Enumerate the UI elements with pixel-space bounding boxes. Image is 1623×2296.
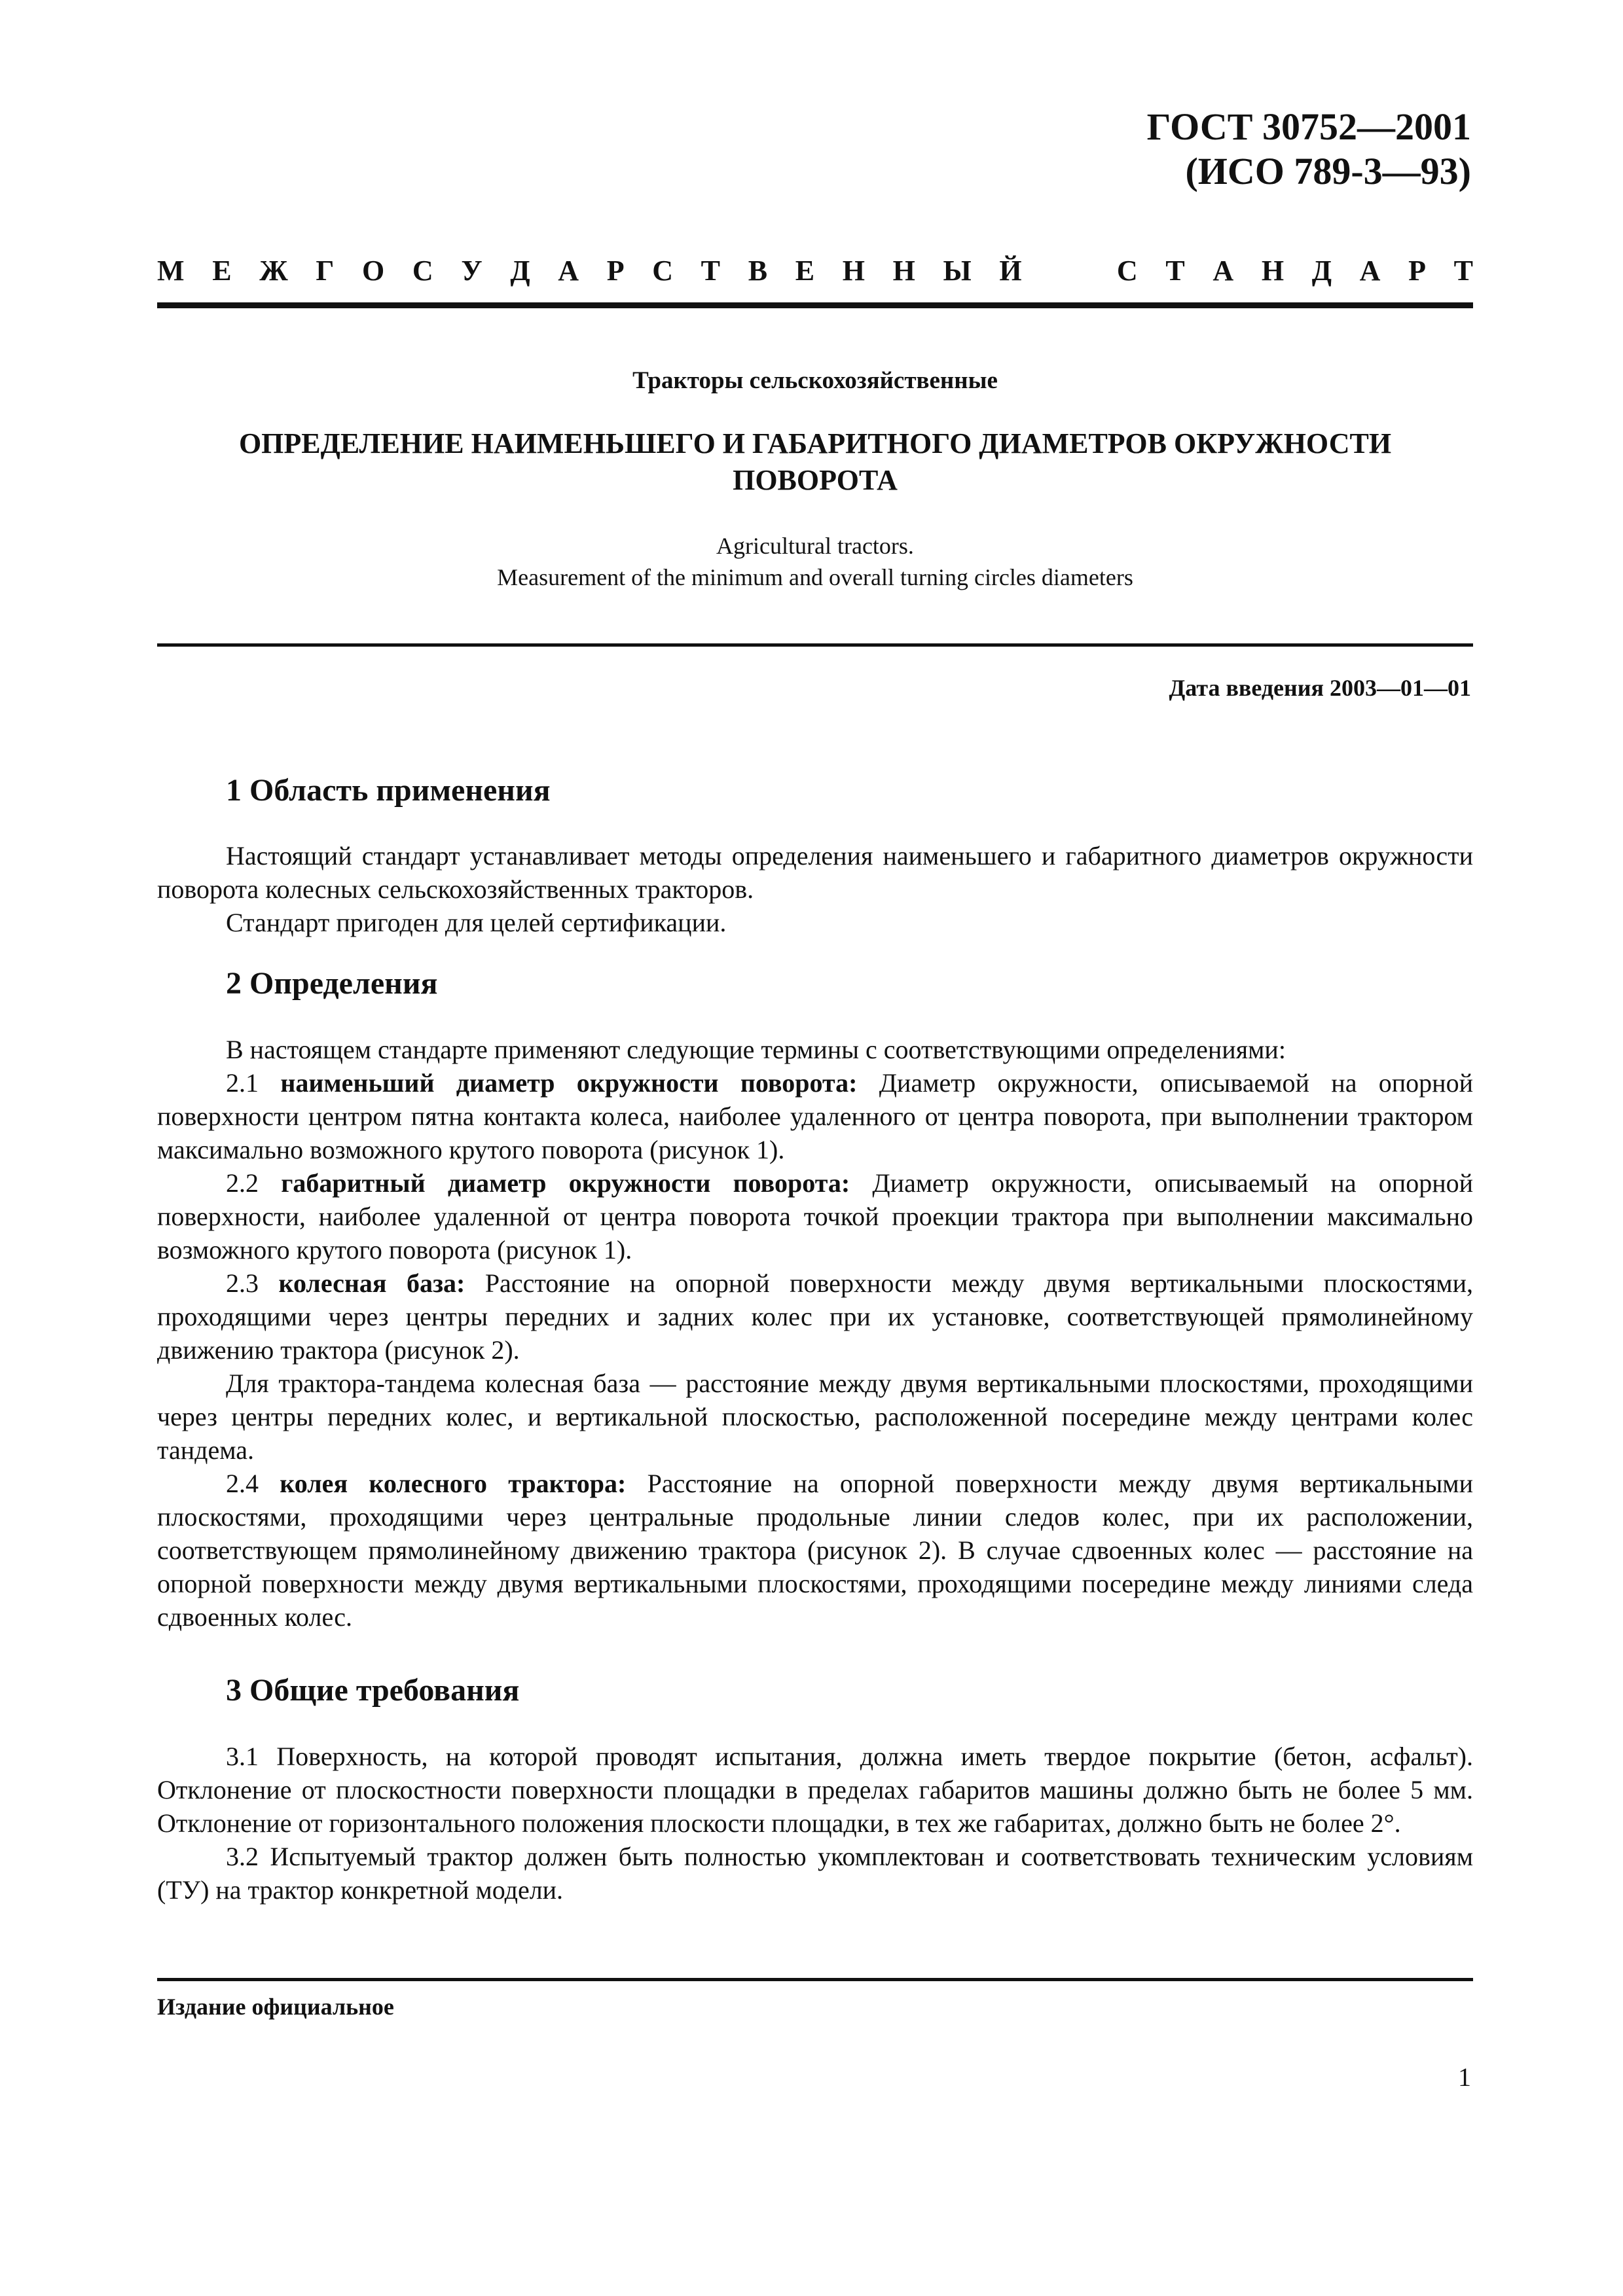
definition-2-2-text: Диаметр окружности, описываемый на опорной поверхности, наиболее удаленной от центра поворота точкой проекции трактора при выполнении максимально возможного крутого поворота (рисунок 1). [157,1168,1474,1265]
requirement-3-1: 3.1 Поверхность, на которой проводят испытания, должна иметь твердое покрытие (бетон, асфальт). Отклонение от плоскостности поверхности площадки в пределах габаритов машины должно быть не более 5 мм. Отклонение от горизонтального положения плоскости площадки, в тех же габаритах, должно быть не более 2°. [157,1742,1473,1838]
definition-2-2-term: габаритный диаметр окружности поворота: [281,1168,850,1198]
page-number: 1 [1458,2062,1471,2092]
banner-letter: Н [842,255,865,287]
section-2-body [157,1033,1473,1634]
definition-2-1 [157,1066,1473,1166]
section-1-body [157,839,1473,939]
banner-word-gap [1049,254,1089,287]
banner-letter: Й [999,255,1022,287]
banner-letter: О [362,255,385,287]
banner-letter: С [412,255,433,287]
banner-letter: С [1116,255,1138,287]
requirement-3-2: 3.2 Испытуемый трактор должен быть полностью укомплектован и соответствовать техническим условиям (ТУ) на трактор конкретной модели. [157,1842,1473,1905]
banner-letter: Р [1408,255,1426,287]
banner-letter: Д [510,255,530,287]
banner-letter: А [1359,255,1381,287]
definition-2-4 [157,1467,1473,1634]
definition-2-3-term: колесная база: [278,1268,465,1298]
definition-2-3-number: 2.3 [226,1268,259,1298]
standard-banner [157,254,1473,287]
introduction-date: Дата введения 2003—01—01 [1169,675,1471,701]
banner-letter: Н [1261,255,1285,287]
english-title [157,530,1473,593]
title-rule [157,643,1473,647]
banner-letter: У [461,255,483,287]
banner-letter: Г [316,255,335,287]
section-1-paragraph-1: Настоящий стандарт устанавливает методы определения наименьшего и габаритного диаметров окружности поворота колесных сельскохозяйственных тракторов. [157,841,1473,904]
section-1-paragraph-2: Стандарт пригоден для целей сертификации. [226,908,727,937]
banner-letter: С [652,255,674,287]
banner-letter: Т [701,255,721,287]
footer-rule [157,1978,1473,1981]
definition-2-3-tandem: Для трактора-тандема колесная база — расстояние между двумя вертикальными плоскостями, проходящими через центры передних колес, и вертикальной плоскостью, расположенной посередине между центрами колес тандема. [157,1369,1473,1465]
definition-2-1-term: наименьший диаметр окружности поворота: [280,1068,858,1098]
definition-2-4-term: колея колесного трактора: [280,1469,627,1498]
definition-2-3 [157,1266,1473,1367]
designation-iso: (ИСО 789-3—93) [1185,150,1471,192]
banner-letter: Ы [943,255,972,287]
definition-2-1-text: Диаметр окружности, описываемой на опорной поверхности центром пятна контакта колеса, наиболее удаленного от центра поворота, при выполнении трактором максимально возможного крутого поворота (рисунок 1). [157,1068,1473,1164]
banner-rule [157,302,1473,308]
definition-2-4-text: Расстояние на опорной поверхности между двумя вертикальными плоскостями, проходящими через центральные продольные линии следов колес, при их расположении, соответствующем прямолинейному движению трактора (рисунок 2). В случае сдвоенных колес — расстояние на опорной поверхности между двумя вертикальными плоскостями, проходящими посередине между линиями следа сдвоенных колес. [157,1469,1473,1632]
banner-letter: Т [1165,255,1185,287]
title-line-1: ОПРЕДЕЛЕНИЕ НАИМЕНЬШЕГО И ГАБАРИТНОГО ДИАМЕТРОВ ОКРУЖНОСТИ [238,427,1392,459]
standard-designation [1147,105,1471,194]
section-2-heading: 2 Определения [226,966,438,1001]
banner-letter: Д [1311,255,1332,287]
banner-letter: Е [212,255,232,287]
designation-gost: ГОСТ 30752—2001 [1146,105,1471,148]
definition-2-2-number: 2.2 [226,1168,259,1198]
banner-letter: Ж [259,255,288,287]
section-3-body [157,1740,1473,1907]
definition-2-4-number: 2.4 [226,1469,259,1498]
banner-letter: А [1213,255,1234,287]
document-subtitle: Тракторы сельскохозяйственные [632,367,998,394]
definition-2-2 [157,1166,1473,1266]
banner-letter: Т [1453,255,1473,287]
title-line-2: ПОВОРОТА [733,464,898,496]
banner-letter: В [748,255,768,287]
english-title-line-1: Agricultural tractors. [716,533,914,559]
english-title-line-2: Measurement of the minimum and overall turning circles diameters [497,564,1133,590]
definition-2-1-number: 2.1 [226,1068,259,1098]
section-3-heading: 3 Общие требования [226,1673,520,1708]
banner-letter: М [157,255,185,287]
edition-label: Издание официальное [157,1994,394,2020]
document-title [157,425,1473,499]
section-1-heading: 1 Область применения [226,773,551,808]
definition-2-3-text: Расстояние на опорной поверхности между двумя вертикальными плоскостями, проходящими через центры передних и задних колес при их установке, соответствующей прямолинейному движению трактора (рисунок 2). [157,1268,1474,1365]
section-2-intro: В настоящем стандарте применяют следующие термины с соответствующими определениями: [226,1035,1286,1064]
banner-letter: Н [892,255,915,287]
banner-letter: А [558,255,579,287]
banner-letter: Е [795,255,815,287]
banner-letter: Р [606,255,625,287]
